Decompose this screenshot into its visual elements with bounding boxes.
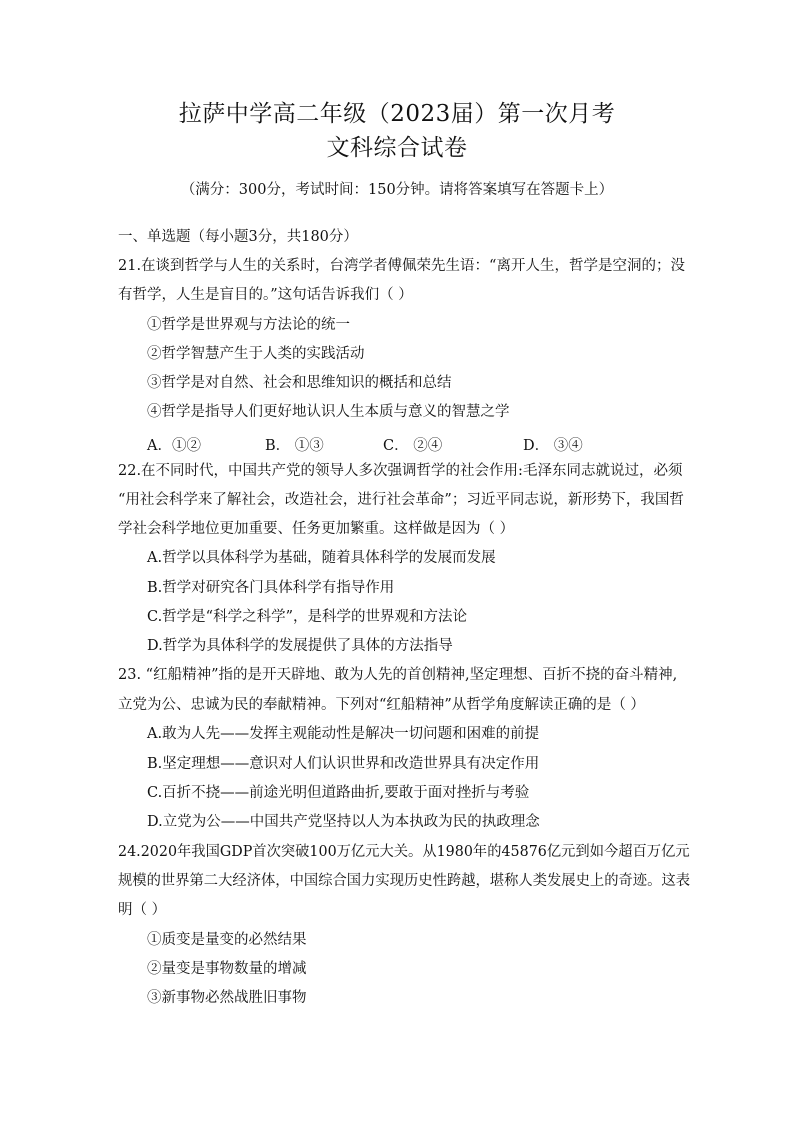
q23-option-a: A.敢为人先——发挥主观能动性是解决一切问题和困难的前提 [147,726,540,742]
q22-stem-line1: 22.在不同时代，中国共产党的领导人多次强调哲学的社会作用:毛泽东同志就说过，必须 [118,463,683,479]
q21-stem-line2: 有哲学，人生是盲目的。”这句话告诉我们（ ） [118,287,413,303]
q22-option-b: B.哲学对研究各门具体科学有指导作用 [147,580,395,596]
q23-option-c: C.百折不挠——前途光明但道路曲折,要敢于面对挫折与考验 [147,785,530,801]
q23-stem-line2: 立党为公、忠诚为民的奉献精神。下列对“红船精神”从哲学角度解读正确的是（ ） [118,697,645,713]
q21-item-4: ④哲学是指导人们更好地认识人生本质与意义的智慧之学 [147,404,510,420]
q24-stem-line1: 24.2020年我国GDP首次突破100万亿元大关。从1980年的45876亿元到如今超百万亿元 [118,844,690,860]
q22-option-d: D.哲学为具体科学的发展提供了具体的方法指导 [147,638,453,654]
q21-item-1: ①哲学是世界观与方法论的统一 [147,317,350,333]
q21-choice-b: B． ①③ [265,438,324,454]
q21-choice-d: D． ③④ [523,438,583,454]
q24-item-3: ③新事物必然战胜旧事物 [147,990,307,1006]
q22-stem-line2: “用社会科学来了解社会，改造社会，进行社会革命”；习近平同志说，新形势下，我国哲 [118,492,684,508]
q21-item-2: ②哲学智慧产生于人类的实践活动 [147,346,365,362]
q22-option-c: C.哲学是“科学之科学”，是科学的世界观和方法论 [147,609,468,625]
q21-choice-c: C． ②④ [383,438,443,454]
q24-item-1: ①质变是量变的必然结果 [147,932,307,948]
q23-stem-line1: 23. “红船精神”指的是开天辟地、敢为人先的首创精神,坚定理想、百折不挠的奋斗精神, [118,667,678,683]
q23-option-d: D.立党为公——中国共产党坚持以人为本执政为民的执政理念 [147,814,540,830]
section-heading: 一、单选题（每小题3分，共180分） [118,229,358,245]
q24-item-2: ②量变是事物数量的增减 [147,961,307,977]
exam-title: 拉萨中学高二年级（2023届）第一次月考 [178,101,616,127]
q24-stem-line2: 规模的世界第二大经济体，中国综合国力实现历史性跨越，堪称人类发展史上的奇迹。这表 [118,873,690,889]
q22-option-a: A.哲学以具体科学为基础，随着具体科学的发展而发展 [147,550,496,566]
q21-choice-a: A．①② [147,438,201,454]
q21-item-3: ③哲学是对自然、社会和思维知识的概括和总结 [147,375,452,391]
q21-stem-line1: 21.在谈到哲学与人生的关系时，台湾学者傅佩荣先生语：“离开人生，哲学是空洞的；没 [118,258,685,274]
exam-note: （满分：300分，考试时间：150分钟。请将答案填写在答题卡上） [180,182,614,198]
q22-stem-line3: 学社会科学地位更加重要、任务更加繁重。这样做是因为（ ） [118,521,515,537]
q24-stem-line3: 明（ ） [118,902,167,918]
q23-option-b: B.坚定理想——意识对人们认识世界和改造世界具有决定作用 [147,756,540,772]
exam-subtitle: 文科综合试卷 [326,135,468,161]
